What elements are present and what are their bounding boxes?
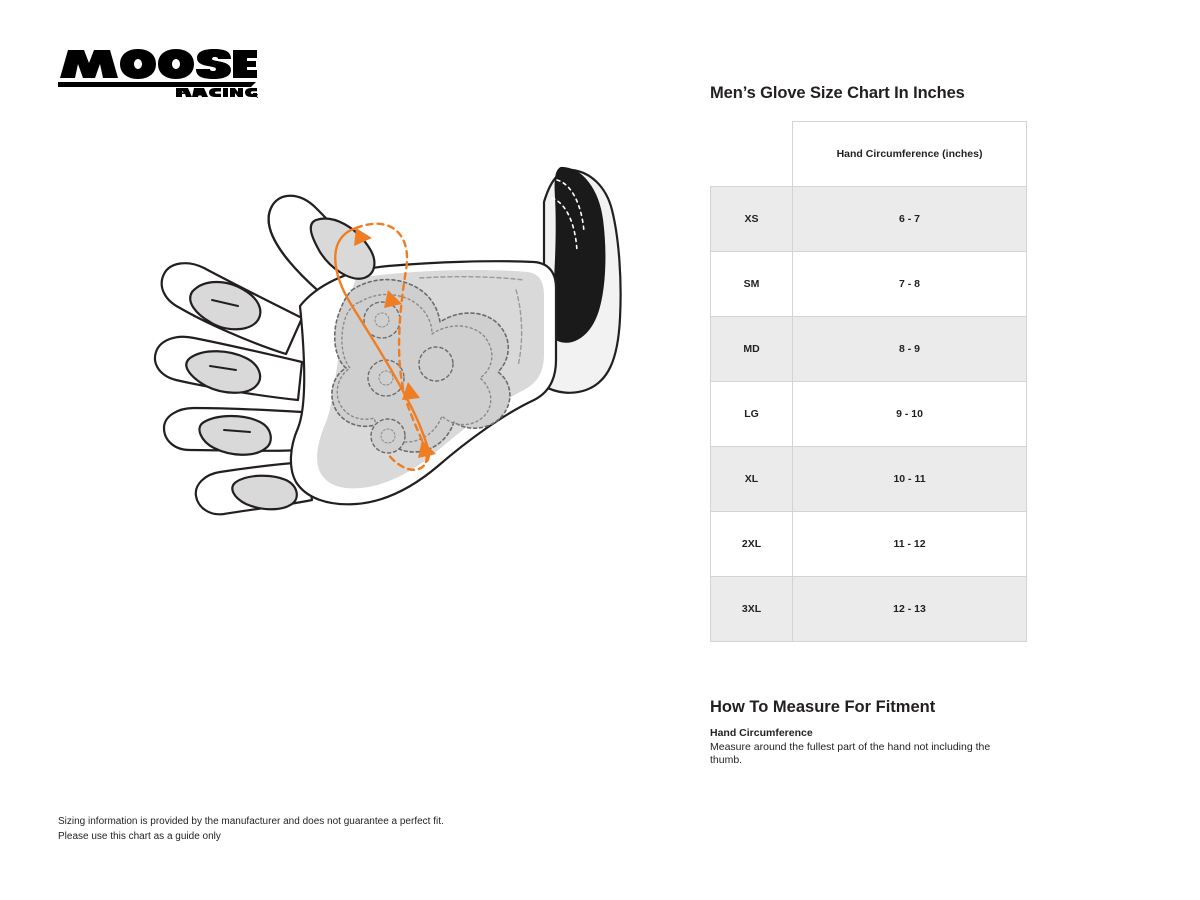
table-header-row — [711, 122, 1027, 187]
page-title: Men’s Glove Size Chart In Inches — [710, 84, 965, 102]
cell-size: MD — [711, 316, 793, 381]
cell-circumference: 6 - 7 — [793, 186, 1027, 251]
table-row — [711, 576, 1027, 641]
cell-circumference: 7 - 8 — [793, 251, 1027, 316]
how-to-measure-title: How To Measure For Fitment — [710, 697, 936, 716]
how-to-measure-section — [710, 698, 1030, 769]
size-chart-panel — [710, 84, 1140, 768]
measure-item-text: Measure around the fullest part of the hand not including the thumb. — [710, 740, 991, 767]
table-row — [711, 251, 1027, 316]
table-row — [711, 511, 1027, 576]
cell-size: 3XL — [711, 576, 793, 641]
disclaimer — [58, 815, 444, 844]
cell-size: XS — [711, 186, 793, 251]
cell-size: LG — [711, 381, 793, 446]
moose-racing-logo — [58, 46, 258, 98]
cell-size: 2XL — [711, 511, 793, 576]
disclaimer-line-1: Sizing information is provided by the manufacturer and does not guarantee a perfect fit. — [58, 816, 444, 827]
glove-hand-measurement-diagram — [120, 110, 700, 540]
cell-circumference: 10 - 11 — [793, 446, 1027, 511]
cell-circumference: 9 - 10 — [793, 381, 1027, 446]
table-row — [711, 186, 1027, 251]
cell-circumference: 8 - 9 — [793, 316, 1027, 381]
table-row — [711, 381, 1027, 446]
measure-item-label: Hand Circumference — [710, 726, 813, 739]
cell-size: XL — [711, 446, 793, 511]
cell-circumference: 11 - 12 — [793, 511, 1027, 576]
table-row — [711, 316, 1027, 381]
cell-circumference: 12 - 13 — [793, 576, 1027, 641]
column-header-size — [711, 122, 793, 187]
cell-size: SM — [711, 251, 793, 316]
column-header-hand-circumference: Hand Circumference (inches) — [793, 122, 1027, 187]
disclaimer-line-2: Please use this chart as a guide only — [58, 830, 221, 842]
size-chart-table — [710, 121, 1027, 642]
table-row — [711, 446, 1027, 511]
